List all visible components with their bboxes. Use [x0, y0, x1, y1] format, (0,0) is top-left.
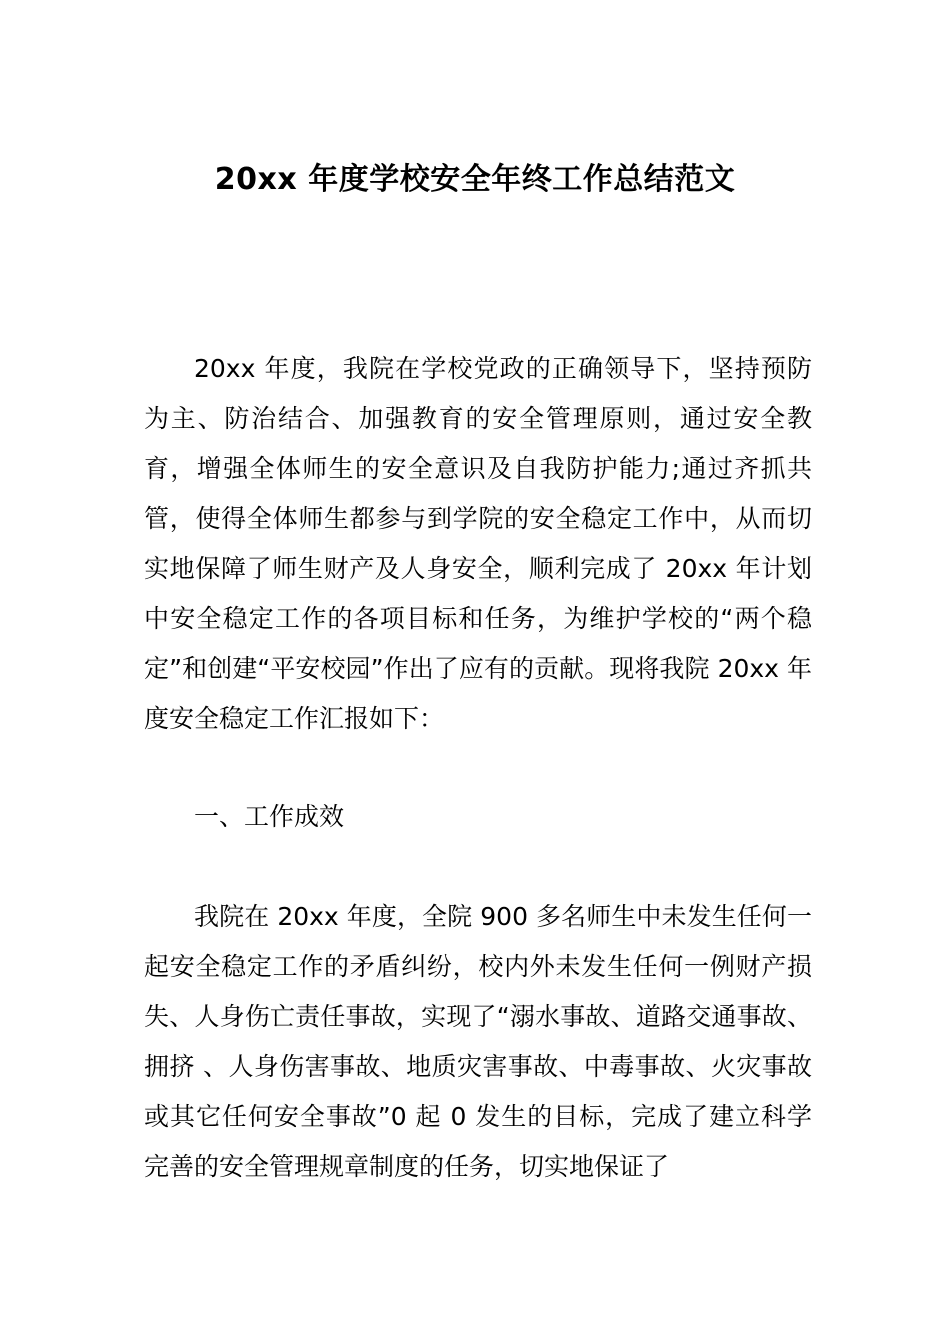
document-title: 20xx 年度学校安全年终工作总结范文 [214, 162, 736, 197]
intro-paragraph: 20xx 年度，我院在学校党政的正确领导下，坚持预防为主、防治结合、加强教育的安全管理原则，通过安全教育，增强全体师生的安全意识及自我防护能力;通过齐抓共管，使得全体师生都参与到学院的安全稳定工作中，从而切实地保障了师生财产及人身安全，顺利完成了 20xx 年计划中安全稳定工作的各项目标和任务，为维护学校的“两个稳定”和创建“平安校园”作出了应有的贡献。现将我院 20xx 年度安全稳定工作汇报如下： [144, 354, 812, 733]
results-paragraph: 我院在 20xx 年度，全院 900 多名师生中未发生任何一起安全稳定工作的矛盾纠纷，校内外未发生任何一例财产损失、人身伤亡责任事故，实现了“溺水事故、道路交通事故、拥挤 、人身伤害事故、地质灾害事故、中毒事故、火灾事故或其它任何安全事故”0 起 0 发生的目标，完成了建立科学完善的安全管理规章制度的任务，切实地保证了 [144, 902, 812, 1181]
section-heading: 一、工作成效 [194, 802, 345, 831]
